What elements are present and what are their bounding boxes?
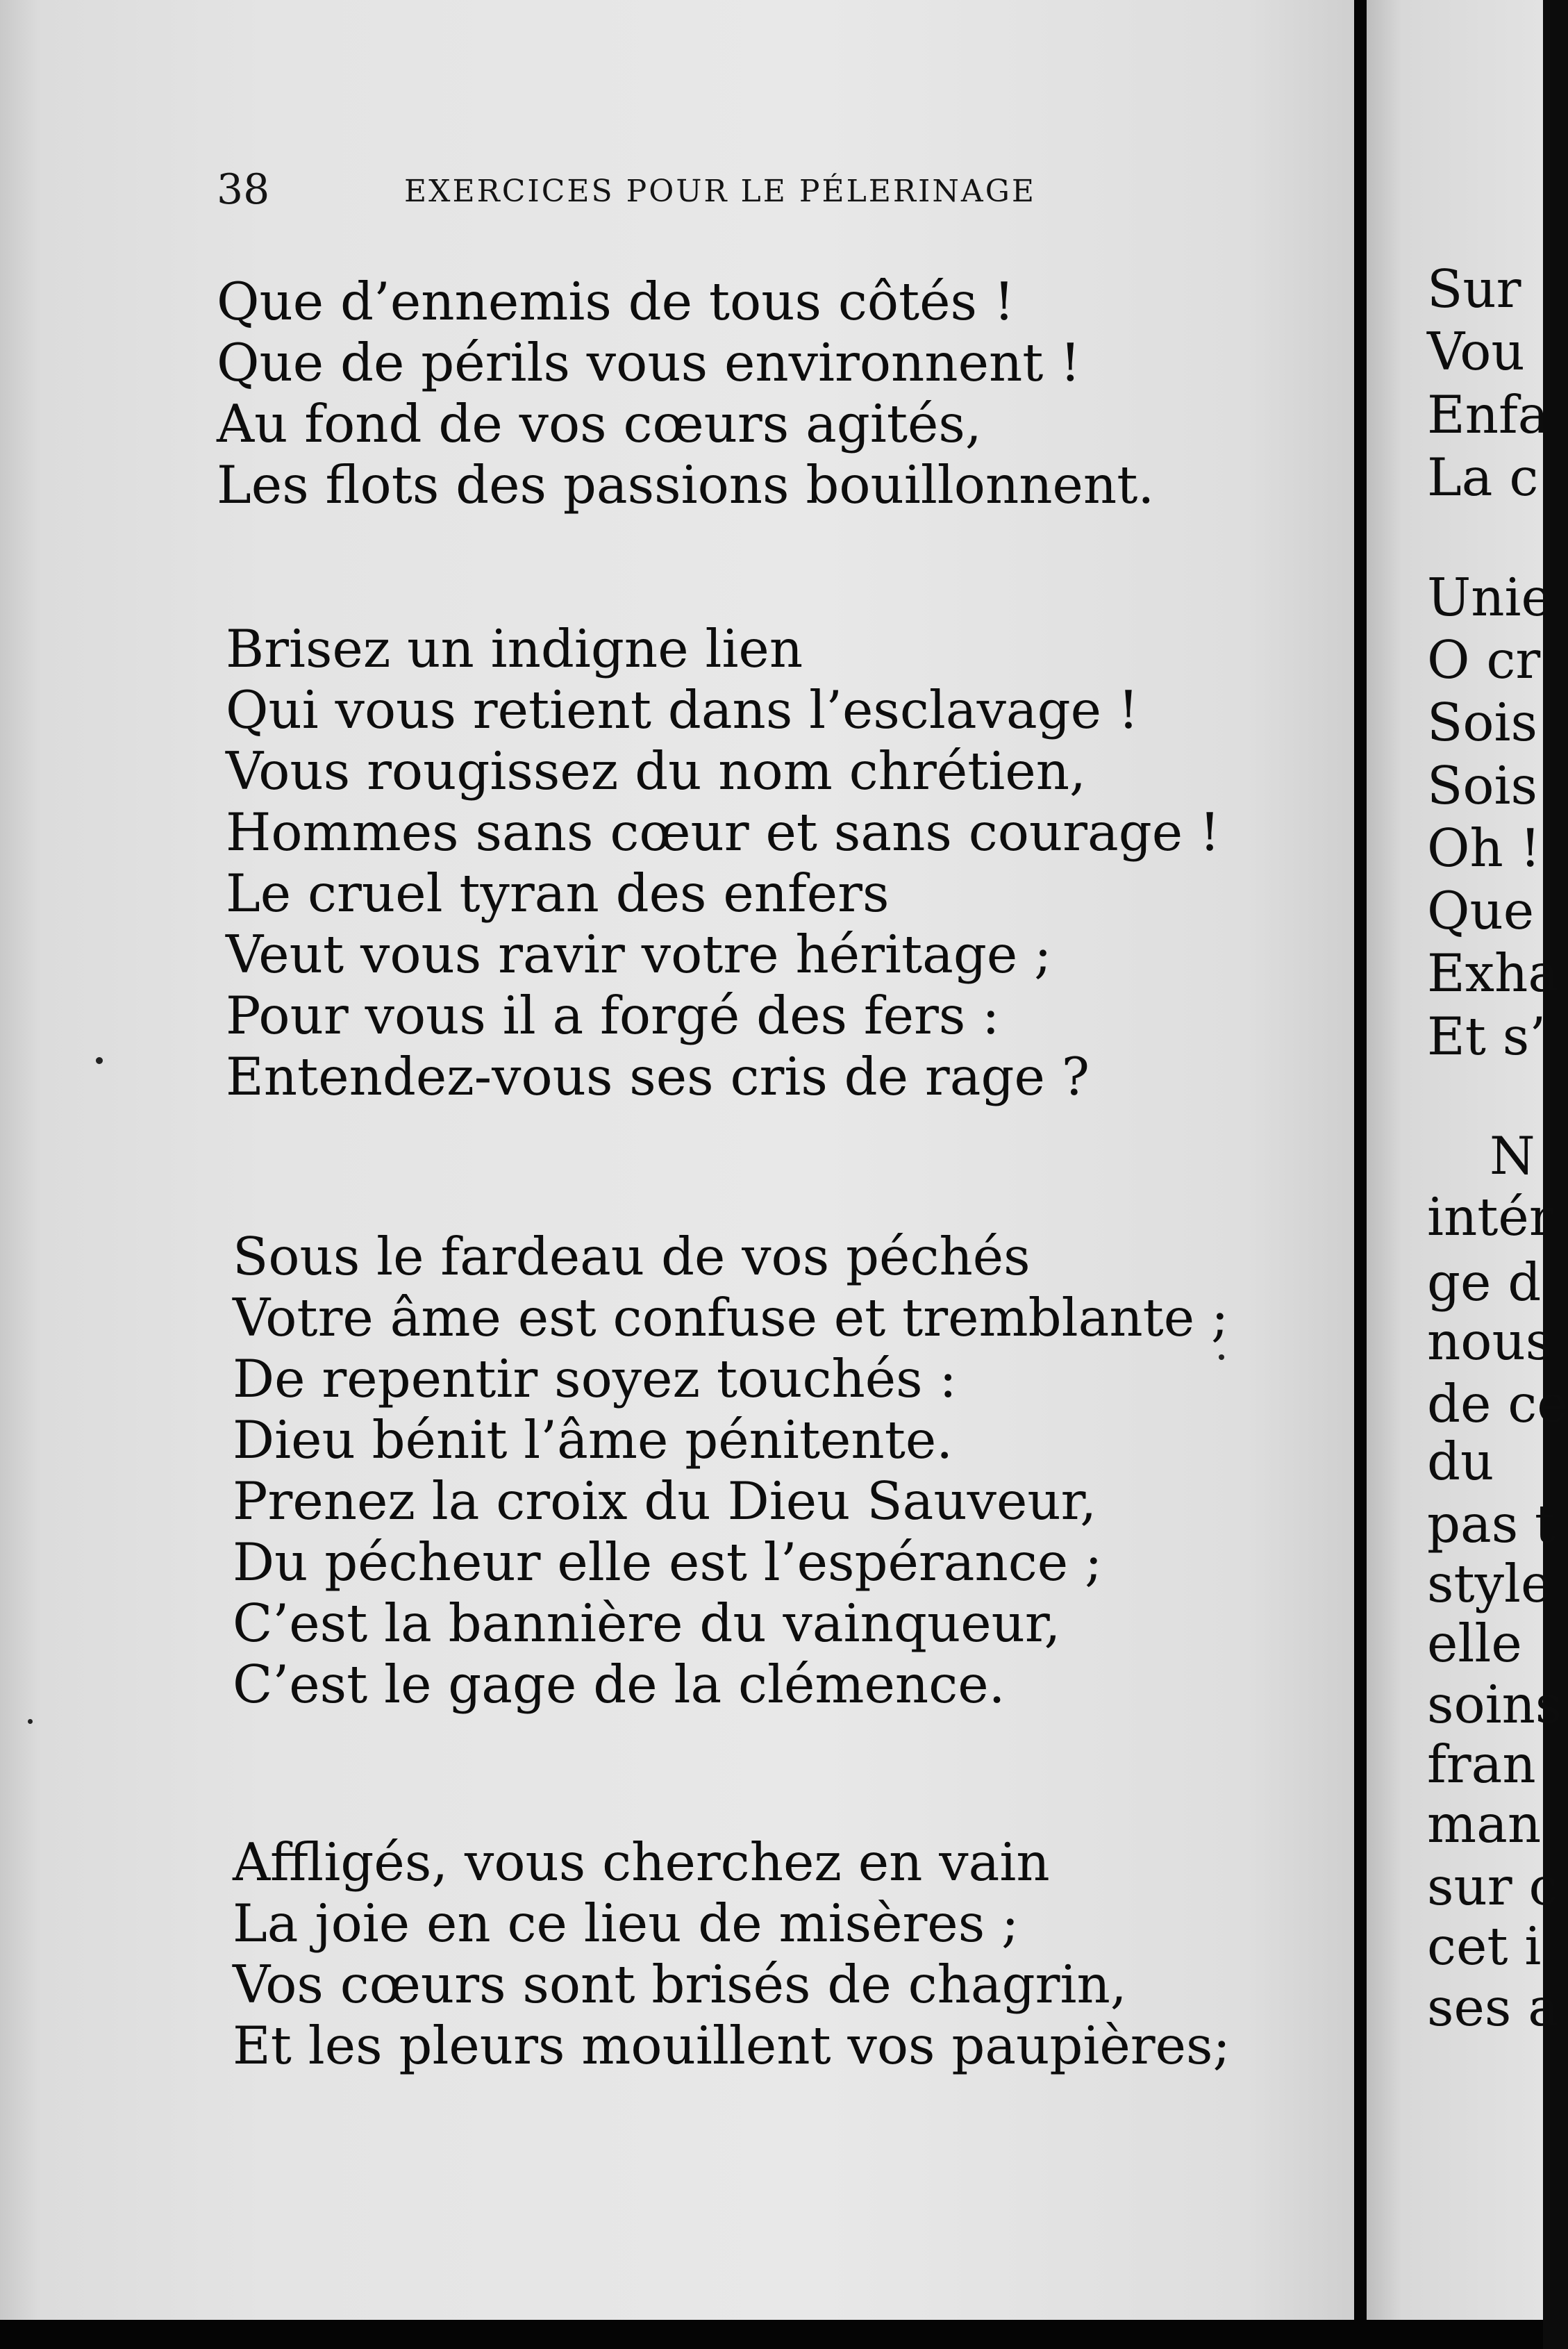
facing-page-line-fragment: intér [1427, 1186, 1554, 1247]
facing-page-line-fragment: nous [1427, 1311, 1553, 1372]
facing-page-line-fragment: soins [1427, 1674, 1562, 1735]
verse-line: Vos cœurs sont brisés de chagrin, [233, 1954, 1127, 2015]
facing-page-line-fragment: ge d [1427, 1252, 1542, 1313]
verse-line: Veut vous ravir votre héritage ; [226, 924, 1052, 985]
verse-line: Du pécheur elle est l’espérance ; [233, 1532, 1103, 1593]
facing-page-line-fragment: Et s’ [1427, 1006, 1546, 1067]
facing-page-line-fragment: La c [1427, 447, 1539, 508]
page-number: 38 [217, 165, 270, 214]
verse-line: Dieu bénit l’âme pénitente. [233, 1409, 953, 1470]
verse-line: Entendez-vous ses cris de rage ? [226, 1046, 1090, 1107]
verse-line: C’est la bannière du vainqueur, [233, 1593, 1061, 1654]
verse-line: Sous le fardeau de vos péchés [233, 1226, 1031, 1287]
facing-page-line-fragment: sur c [1427, 1856, 1558, 1917]
verse-line: Votre âme est confuse et tremblante ; [233, 1287, 1229, 1348]
facing-page-line-fragment: Oh ! [1427, 817, 1541, 879]
facing-page-line-fragment: ses a [1427, 1977, 1559, 2038]
running-title: EXERCICES POUR LE PÉLERINAGE [404, 174, 1036, 209]
stanza [233, 1226, 1228, 1715]
verse-line: Que d’ennemis de tous côtés ! [217, 271, 1015, 332]
verse-line: C’est le gage de la clémence. [233, 1654, 1006, 1715]
facing-page-line-fragment: de ce [1427, 1373, 1568, 1434]
verse-line: Prenez la croix du Dieu Sauveur, [233, 1470, 1097, 1532]
facing-page-line-fragment: Enfa [1427, 384, 1549, 445]
facing-page-text [1427, 0, 1568, 2320]
verse-line: Brisez un indigne lien [226, 618, 803, 679]
stanza [233, 1832, 1231, 2076]
verse-line: De repentir soyez touchés : [233, 1348, 957, 1409]
verse-line: Hommes sans cœur et sans courage ! [226, 802, 1221, 863]
facing-page-line-fragment: N [1490, 1125, 1535, 1186]
facing-page-line-fragment: O cr [1427, 629, 1541, 690]
verse-line: Au fond de vos cœurs agités, [217, 393, 982, 454]
stanza [226, 618, 1220, 1107]
facing-page-line-fragment: style [1427, 1553, 1552, 1614]
verse-line: Et les pleurs mouillent vos paupières; [233, 2015, 1231, 2076]
facing-page-line-fragment: elle [1427, 1613, 1522, 1674]
facing-page-line-fragment: Exha [1427, 943, 1560, 1004]
facing-page-line-fragment: Que [1427, 880, 1535, 941]
facing-page-line-fragment: Vou [1427, 321, 1525, 382]
facing-page-line-fragment: Sois [1427, 755, 1538, 816]
print-speck [96, 1057, 103, 1064]
book-gutter [1354, 0, 1367, 2349]
facing-page-line-fragment: Unie [1427, 567, 1552, 628]
verse-line: Que de périls vous environnent ! [217, 332, 1081, 393]
facing-page-line-fragment: fran [1427, 1734, 1536, 1795]
facing-page-line-fragment: Sur [1427, 258, 1521, 319]
stanza [217, 271, 1154, 515]
verse-line: La joie en ce lieu de misères ; [233, 1893, 1019, 1954]
verse-line: Le cruel tyran des enfers [226, 863, 890, 924]
verse-line: Affligés, vous cherchez en vain [233, 1832, 1050, 1893]
scan-bottom-border [0, 2320, 1543, 2349]
verse-line: Vous rougissez du nom chrétien, [226, 740, 1086, 802]
print-speck [28, 1719, 33, 1724]
facing-page-line-fragment: pas t [1427, 1493, 1556, 1554]
facing-page-line-fragment: cet i [1427, 1916, 1542, 1977]
verse-line: Qui vous retient dans l’esclavage ! [226, 679, 1140, 740]
running-header [217, 165, 1119, 214]
facing-page-line-fragment: du [1427, 1431, 1494, 1492]
verse-line: Les flots des passions bouillonnent. [217, 454, 1155, 515]
facing-page-line-fragment: man [1427, 1793, 1542, 1854]
facing-page-line-fragment: Sois [1427, 692, 1538, 753]
verse-line: Pour vous il a forgé des fers : [226, 985, 1000, 1046]
